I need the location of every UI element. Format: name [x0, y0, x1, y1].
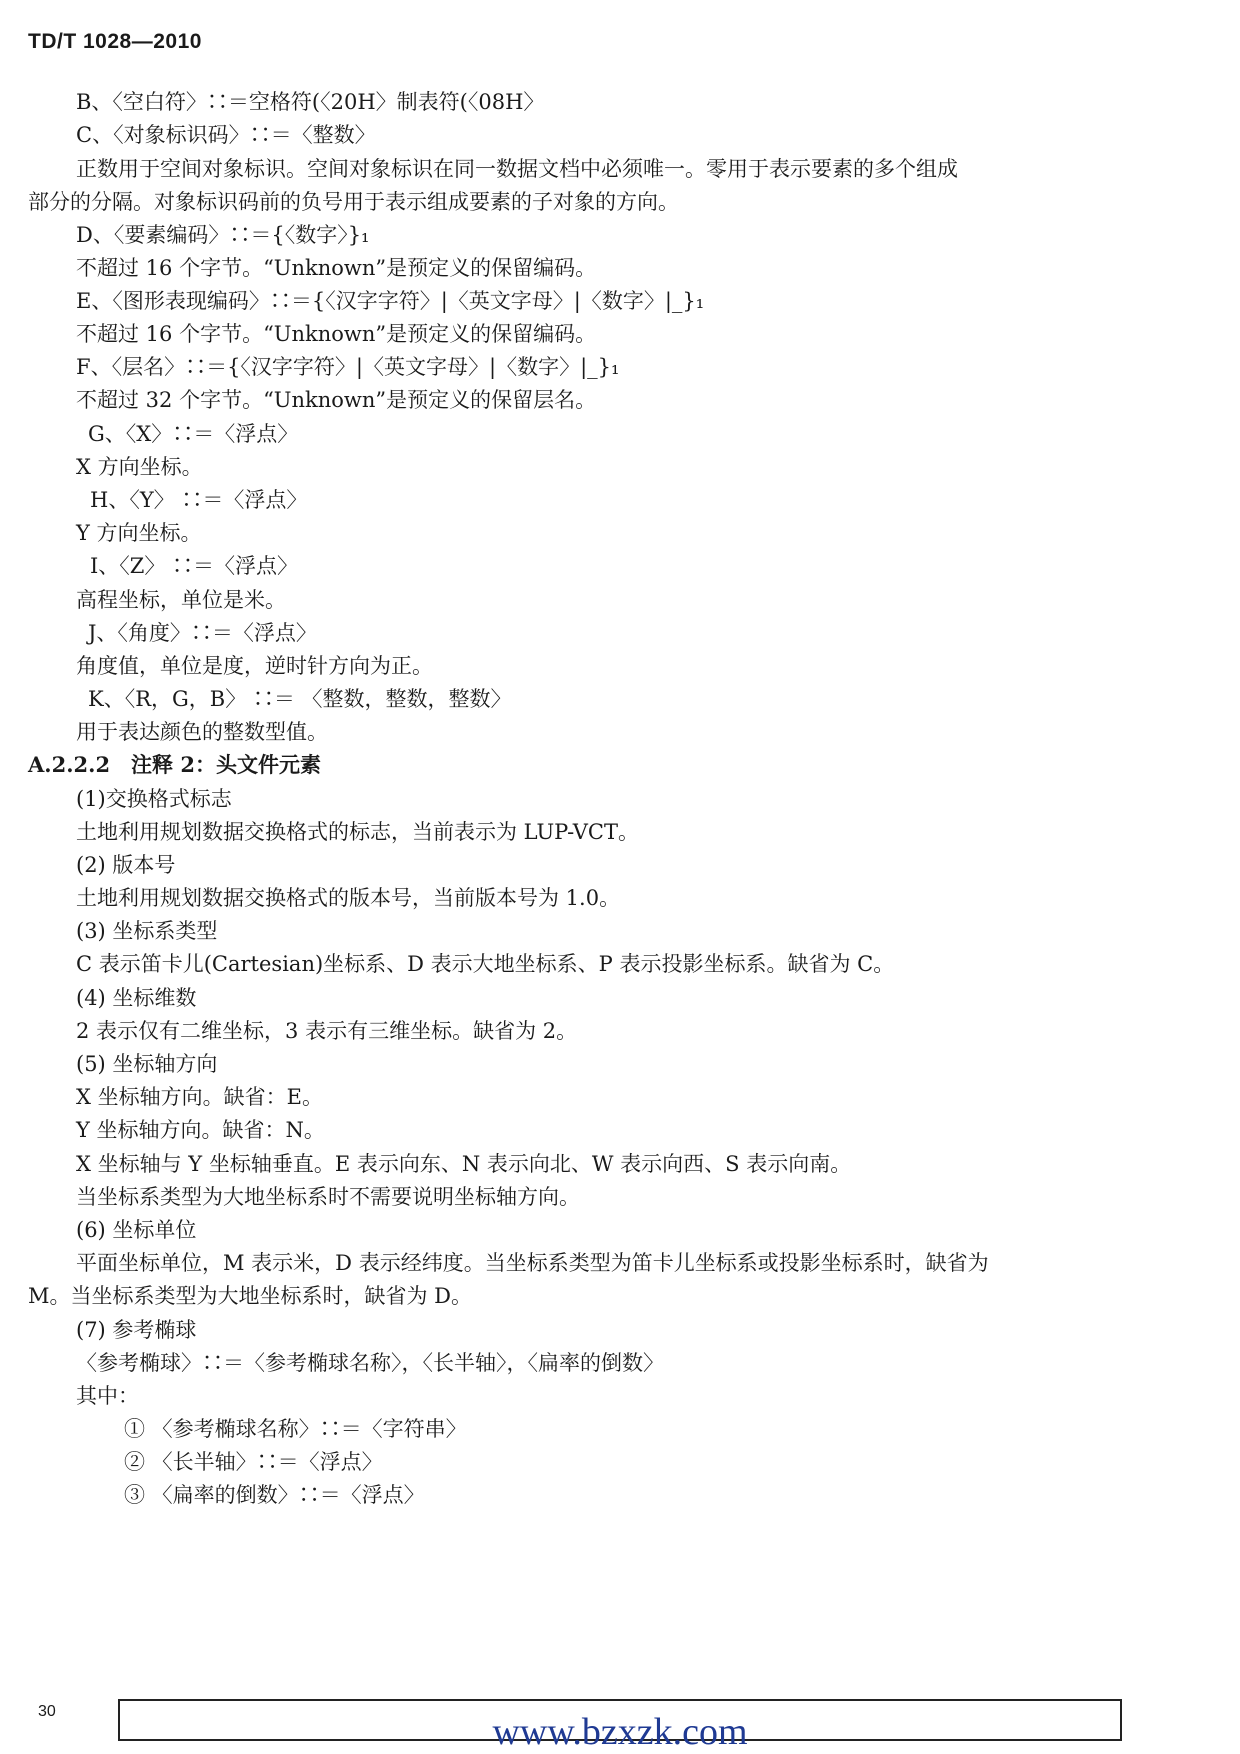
text-line: D、〈要素编码〉∷＝{〈数字〉}₁ — [76, 223, 370, 247]
text-line: 部分的分隔。对象标识码前的负号用于表示组成要素的子对象的方向。 — [28, 190, 679, 214]
text-line: M。当坐标系类型为大地坐标系时，缺省为 D。 — [28, 1284, 473, 1308]
text-line: 其中： — [76, 1384, 139, 1408]
text-line: (7) 参考椭球 — [76, 1318, 197, 1342]
text-line: G、〈X〉∷＝〈浮点〉 — [88, 422, 299, 446]
text-line: 正数用于空间对象标识。空间对象标识在同一数据文档中必须唯一。零用于表示要素的多个组成 — [76, 157, 958, 181]
page-number: 30 — [38, 1703, 56, 1720]
text-line: 2 表示仅有二维坐标，3 表示有三维坐标。缺省为 2。 — [76, 1019, 578, 1043]
text-line: E、〈图形表现编码〉∷＝{〈汉字字符〉|〈英文字母〉|〈数字〉|_}₁ — [76, 289, 705, 313]
text-line: 土地利用规划数据交换格式的标志，当前表示为 LUP-VCT。 — [76, 820, 639, 844]
text-line: (3) 坐标系类型 — [76, 919, 218, 943]
text-line: 土地利用规划数据交换格式的版本号，当前版本号为 1.0。 — [76, 886, 621, 910]
text-line: 〈参考椭球〉∷＝〈参考椭球名称〉，〈长半轴〉，〈扁率的倒数〉 — [76, 1351, 664, 1375]
text-line: (6) 坐标单位 — [76, 1218, 197, 1242]
text-line: ① 〈参考椭球名称〉∷＝〈字符串〉 — [124, 1417, 467, 1441]
text-line: 平面坐标单位，M 表示米，D 表示经纬度。当坐标系类型为笛卡儿坐标系或投影坐标系时，缺省为 — [76, 1251, 989, 1275]
text-line: C 表示笛卡儿(Cartesian)坐标系、D 表示大地坐标系、P 表示投影坐标系。缺省为 C。 — [76, 952, 895, 976]
text-line: X 方向坐标。 — [76, 455, 203, 479]
text-line: F、〈层名〉∷＝{〈汉字字符〉|〈英文字母〉|〈数字〉|_}₁ — [76, 355, 620, 379]
text-line: 不超过 32 个字节。“Unknown”是预定义的保留层名。 — [76, 388, 597, 412]
text-line: X 坐标轴方向。缺省：E。 — [76, 1085, 323, 1109]
footer-link[interactable]: www.bzxzk.com — [492, 1711, 748, 1753]
text-line: 当坐标系类型为大地坐标系时不需要说明坐标轴方向。 — [76, 1185, 580, 1209]
text-line: 角度值，单位是度，逆时针方向为正。 — [76, 654, 433, 678]
text-line: Y 坐标轴方向。缺省：N。 — [76, 1118, 325, 1142]
text-line: (1)交换格式标志 — [76, 787, 232, 811]
text-line: (5) 坐标轴方向 — [76, 1052, 218, 1076]
text-line: (4) 坐标维数 — [76, 986, 197, 1010]
text-line: H、〈Y〉 ∷＝〈浮点〉 — [90, 488, 308, 512]
text-line: 高程坐标，单位是米。 — [76, 588, 286, 612]
text-line: B、〈空白符〉∷＝空格符(〈20H〉制表符(〈08H〉 — [76, 90, 545, 114]
text-line: (2) 版本号 — [76, 853, 176, 877]
text-line: K、〈R，G，B〉 ∷＝ 〈整数，整数，整数〉 — [88, 687, 512, 711]
text-line: 不超过 16 个字节。“Unknown”是预定义的保留编码。 — [76, 256, 597, 280]
text-line: C、〈对象标识码〉∷＝〈整数〉 — [76, 123, 376, 147]
text-line: I、〈Z〉 ∷＝〈浮点〉 — [90, 554, 299, 578]
document-code: TD/T 1028—2010 — [28, 30, 202, 53]
text-line: J、〈角度〉∷＝〈浮点〉 — [88, 621, 317, 645]
text-line: Y 方向坐标。 — [76, 521, 202, 545]
section-heading: A.2.2.2 注释 2：头文件元素 — [28, 752, 321, 777]
text-line: ③ 〈扁率的倒数〉∷＝〈浮点〉 — [124, 1483, 425, 1507]
text-line: 不超过 16 个字节。“Unknown”是预定义的保留编码。 — [76, 322, 597, 346]
text-line: 用于表达颜色的整数型值。 — [76, 720, 328, 744]
text-line: ② 〈长半轴〉∷＝〈浮点〉 — [124, 1450, 383, 1474]
text-line: X 坐标轴与 Y 坐标轴垂直。E 表示向东、N 表示向北、W 表示向西、S 表示向南。 — [76, 1152, 852, 1176]
